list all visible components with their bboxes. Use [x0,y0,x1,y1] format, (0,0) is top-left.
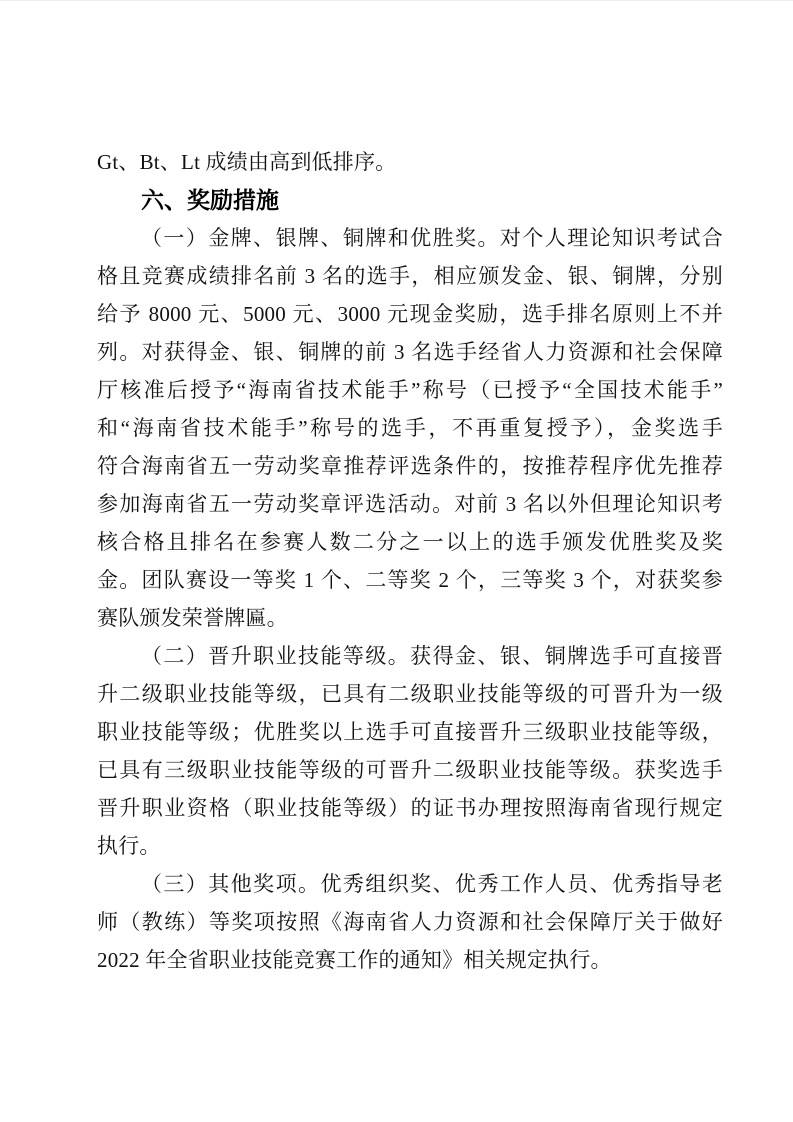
text-line: 格且竞赛成绩排名前 3 名的选手，相应颁发金、银、铜牌，分别 [97,264,723,288]
text-line: （三）其他奖项。优秀组织奖、优秀工作人员、优秀指导老 [141,872,723,896]
text-line: 2022 年全省职业技能竞赛工作的通知》相关规定执行。 [97,948,612,972]
text-line: 赛队颁发荣誉牌匾。 [97,606,288,630]
text-line: （二）晋升职业技能等级。获得金、银、铜牌选手可直接晋 [141,644,723,668]
text-line: 列。对获得金、银、铜牌的前 3 名选手经省人力资源和社会保障 [97,340,723,364]
text-line: 师（教练）等奖项按照《海南省人力资源和社会保障厅关于做好 [97,910,723,934]
text-line: 参加海南省五一劳动奖章评选活动。对前 3 名以外但理论知识考 [97,492,723,516]
text-line: Gt、Bt、Lt 成绩由高到低排序。 [97,150,397,174]
document-body [97,143,723,979]
text-line: 符合海南省五一劳动奖章推荐评选条件的，按推荐程序优先推荐 [97,454,723,478]
text-line: 核合格且排名在参赛人数二分之一以上的选手颁发优胜奖及奖 [97,530,723,554]
text-line: 已具有三级职业技能等级的可晋升二级职业技能等级。获奖选手 [97,758,723,782]
section-heading: 六、奖励措施 [141,187,279,213]
text-line: 职业技能等级；优胜奖以上选手可直接晋升三级职业技能等级， [97,720,723,744]
text-line: 金。团队赛设一等奖 1 个、二等奖 2 个，三等奖 3 个，对获奖参 [97,568,723,592]
text-line: （一）金牌、银牌、铜牌和优胜奖。对个人理论知识考试合 [141,226,723,250]
text-line: 升二级职业技能等级，已具有二级职业技能等级的可晋升为一级 [97,682,723,706]
text-line: 晋升职业资格（职业技能等级）的证书办理按照海南省现行规定 [97,796,723,820]
text-line: 厅核准后授予“海南省技术能手”称号（已授予“全国技术能手” [97,378,723,402]
text-line: 和“海南省技术能手”称号的选手，不再重复授予），金奖选手 [97,416,723,440]
page-top-edge [0,0,793,1]
text-line: 给予 8000 元、5000 元、3000 元现金奖励，选手排名原则上不并 [97,302,723,326]
text-line: 执行。 [97,834,161,858]
